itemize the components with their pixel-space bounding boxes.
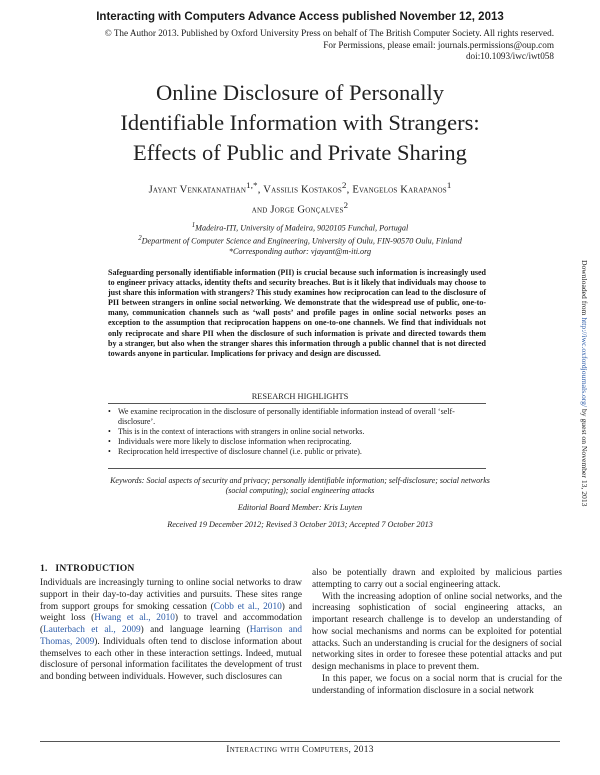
author-connector: and bbox=[251, 204, 268, 216]
affil-number: 2 bbox=[138, 235, 142, 243]
citation-link[interactable]: Harrison and Thomas, 2009 bbox=[40, 625, 302, 647]
affiliations bbox=[40, 221, 560, 258]
title-line-3: Effects of Public and Private Sharing bbox=[133, 140, 467, 165]
abstract-text: Safeguarding personally identifiable information (PII) is crucial because such information is increasingly used to engineer privacy attacks, identity thefts and security breaches. But is it likely that individuals may choose to just share this information with strangers? This study examines how reciprocation can lead to the disclosure of PII between strangers in online social networking. We demonstrate that the widespread use of public, one-to-many, communication channels such as ‘wall posts’ and profile pages in online social networks poses an exception to the assumption that reciprocation happens on one-to-one channels. We find that individuals not only reciprocate and share PII when the disclosure of such information is private and directed towards them by a stranger, but also when the stranger shares this information through a public channel that is not directed towards anyone in particular. Implications for privacy and design are discussed. bbox=[108, 268, 486, 358]
body-paragraph: In this paper, we focus on a social norm that is crucial for the understanding of information disclosure in a social network bbox=[312, 673, 562, 696]
download-note-container bbox=[577, 260, 591, 520]
keywords: Keywords: Social aspects of security and privacy; personally identifiable information; self-disclosure; social networks (social computing); social engineering attacks bbox=[110, 476, 490, 496]
author-affil-sup: 2 bbox=[342, 180, 347, 190]
intro-paragraph: Individuals are increasingly turning to online social networks to draw support in their day-to-day activities and pursuits. These sites range from support groups for smoking cessation (Cobb et al., 2010) and weight loss (Hwang et al., 2010) to travel and accommodation (Lauterbach et al., 2009) and language learning (Harrison and Thomas, 2009). Individuals often tend to disclose information about themselves to each other in these interaction settings. Indeed, mutual disclosure of personal information facilitates the development of trust and bonding between individuals. However, such disclosures can bbox=[40, 578, 303, 682]
footer-rule bbox=[40, 741, 560, 742]
highlight-item: • This is in the context of interactions with strangers in online social networks. bbox=[108, 427, 365, 437]
citation-link[interactable]: Lauterbach et al., 2009 bbox=[43, 625, 141, 635]
author-list: Jayant Venkatanathan$^{1,*}$, Vassilis Kostakos$^2$, Evangelos Karapanos$^1$ and Jorge Gonçalves$^2$ bbox=[148, 180, 452, 216]
section-title: INTRODUCTION bbox=[55, 563, 135, 574]
author-affil-sup: 2 bbox=[343, 199, 349, 210]
running-footer: Interacting with Computers, 2013 bbox=[226, 745, 374, 755]
right-column bbox=[312, 568, 562, 697]
section-number: 1. bbox=[40, 563, 48, 574]
author-affil-sup: 1 bbox=[446, 180, 452, 190]
bullet-icon: • bbox=[108, 427, 111, 437]
body-paragraph: also be potentially drawn and exploited by malicious parties attempting to carry out a social engineering attack. bbox=[312, 568, 562, 590]
title-line-2: Identifiable Information with Strangers: bbox=[120, 110, 480, 135]
highlight-item: • Reciprocation held irrespective of disclosure channel (i.e. public or private). bbox=[108, 447, 362, 457]
title-line-1: Online Disclosure of Personally bbox=[155, 80, 445, 105]
abstract bbox=[108, 268, 486, 359]
doi-line: doi:10.1093/iwc/iwt058 bbox=[465, 51, 554, 62]
affiliation-2: Department of Computer Science and Engineering, University of Oulu, FIN-90570 Oulu, Finland bbox=[141, 236, 462, 246]
author-affil-sup: 1,* bbox=[246, 180, 258, 190]
highlights-top-rule bbox=[108, 403, 486, 404]
corresponding-author: *Corresponding author: vjayant@m-iti.org bbox=[228, 247, 372, 257]
bullet-icon: • bbox=[108, 437, 111, 447]
publication-info bbox=[34, 28, 554, 63]
highlights-list bbox=[108, 407, 486, 457]
citation-link[interactable]: Hwang et al., 2010 bbox=[94, 613, 175, 624]
author-name: Vassilis Kostakos bbox=[263, 184, 342, 196]
author-name: Jorge Gonçalves bbox=[270, 204, 344, 216]
left-column bbox=[40, 578, 302, 684]
author-name: Jayant Venkatanathan bbox=[148, 184, 247, 196]
affiliation-1: Madeira-ITI, University of Madeira, 9020105 Funchal, Portugal bbox=[195, 223, 409, 233]
author-name: Evangelos Karapanos bbox=[352, 184, 447, 196]
body-paragraph: With the increasing adoption of online social networks, and the increasing sophistication of social engineering attacks, an important research challenge is to develop an understanding of how social mechanisms and norms can be exploited for potential attacks. Such an understanding is crucial for the designers of social networking sites in order to foresee these potential attacks and put design mechanisms in place to prevent them. bbox=[312, 591, 562, 672]
highlight-item: • Individuals were more likely to disclose information when reciprocating. bbox=[108, 437, 352, 447]
bullet-icon: • bbox=[108, 447, 111, 457]
copyright-line: © The Author 2013. Published by Oxford University Press on behalf of The British Computer Society. All rights reserved. bbox=[104, 28, 554, 38]
highlights-heading: RESEARCH HIGHLIGHTS bbox=[251, 392, 349, 401]
download-note: Downloaded from http://iwc.oxfordjournals.org/ by guest on November 13, 2013 bbox=[580, 260, 589, 507]
highlights-bottom-rule bbox=[108, 468, 486, 469]
journal-banner: Interacting with Computers Advance Access published November 12, 2013 bbox=[96, 11, 504, 23]
permissions-line: For Permissions, please email: journals.permissions@oup.com bbox=[323, 39, 554, 50]
paper-title bbox=[40, 78, 560, 168]
received-dates: Received 19 December 2012; Revised 3 October 2013; Accepted 7 October 2013 bbox=[167, 520, 433, 529]
highlight-item: • We examine reciprocation in the disclosure of personally identifiable information instead of overall ‘self-disclosure’. bbox=[108, 407, 455, 427]
affil-number: 1 bbox=[191, 222, 196, 229]
section-heading bbox=[40, 563, 135, 574]
editorial-board-member: Editorial Board Member: Kris Luyten bbox=[237, 503, 363, 512]
journal-url-link[interactable]: http://iwc.oxfordjournals.org/ bbox=[580, 317, 589, 408]
bullet-icon: • bbox=[108, 407, 111, 416]
citation-link[interactable]: Cobb et al., 2010 bbox=[213, 601, 282, 612]
